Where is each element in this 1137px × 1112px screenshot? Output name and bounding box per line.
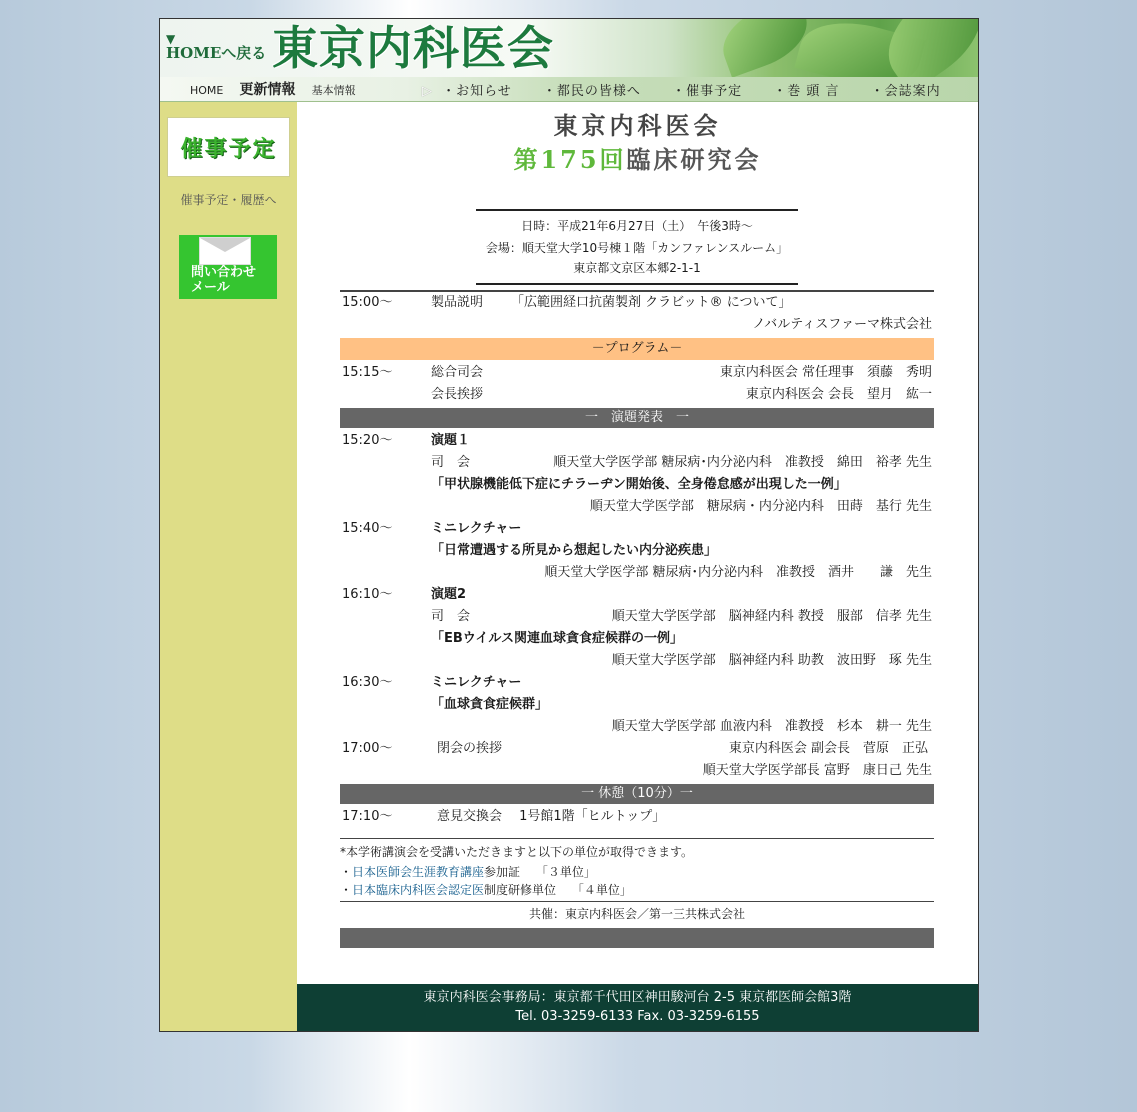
credit-text: 参加証 「３単位」 <box>484 865 596 879</box>
nav-item-events[interactable]: ・催事予定 <box>672 84 743 99</box>
schedule-time: 17:10〜 <box>342 809 393 824</box>
schedule-time: 15:00〜 <box>342 295 393 310</box>
schedule-time: 16:30〜 <box>342 675 393 690</box>
contact-mail-button[interactable] <box>179 235 277 299</box>
schedule-time: 15:40〜 <box>342 521 393 536</box>
event-organization: 東京内科医会 <box>553 111 722 140</box>
home-back-link[interactable] <box>166 33 266 61</box>
home-back-label: HOMEへ戻る <box>166 44 267 62</box>
nav-home[interactable]: HOME <box>190 84 224 97</box>
events-history-link[interactable]: 催事予定・履歴へ <box>180 193 277 207</box>
footer-contact: Tel. 03-3259-6133 Fax. 03-3259-6155 <box>515 1009 760 1024</box>
nav-item-foreword[interactable]: ・巻 頭 言 <box>773 84 840 99</box>
schedule-label: 総合司会 <box>431 365 484 380</box>
presenter-name: 順天堂大学医学部 糖尿病･内分泌内科 准教授 酒井 謙 先生 <box>544 565 932 580</box>
closing-name: 順天堂大学医学部長 富野 康日己 先生 <box>702 763 932 778</box>
presenter-name: 順天堂大学医学部 脳神経内科 助教 波田野 琢 先生 <box>611 653 932 668</box>
arrow-right-icon: ▷ <box>422 84 433 99</box>
nav-basic[interactable]: 基本情報 <box>311 84 356 97</box>
bullet: ・ <box>340 883 353 897</box>
credits-intro: *本学術講演会を受講いただきますと以下の単位が取得できます。 <box>340 845 694 859</box>
credit-item <box>340 881 934 899</box>
schedule-label: 演題2 <box>431 587 467 602</box>
event-address: 東京都文京区本郷2-1-1 <box>573 261 701 275</box>
chair-name: 順天堂大学医学部 糖尿病･内分泌内科 准教授 綿田 裕孝 先生 <box>553 455 932 470</box>
event-name: 臨床研究会 <box>626 145 762 174</box>
credit-link[interactable]: 日本医師会生涯教育講座 <box>352 865 485 879</box>
schedule-time: 16:10〜 <box>342 587 393 602</box>
presenter-name: 順天堂大学医学部 血液内科 准教授 杉本 耕一 先生 <box>611 719 932 734</box>
break-header: 一 休憩（10分）一 <box>340 784 934 804</box>
schedule-label: 演題１ <box>431 433 471 448</box>
header-banner <box>160 19 978 77</box>
presentation-title: 「甲状腺機能低下症にチラーヂン開始後、全身倦怠感が出現した一例」 <box>431 477 847 492</box>
closing-name: 東京内科医会 副会長 菅原 正弘 <box>728 741 928 756</box>
event-number-suffix: 回 <box>599 145 627 174</box>
schedule-time: 15:15〜 <box>342 365 393 380</box>
schedule-time: 17:00〜 <box>342 741 393 756</box>
credit-text: 制度研修単位 「４単位」 <box>484 883 632 897</box>
presenter-name: 順天堂大学医学部 糖尿病・内分泌内科 田蒔 基行 先生 <box>589 499 932 514</box>
chair-label: 司 会 <box>431 455 471 470</box>
triangle-down-icon: ▼ <box>166 32 176 46</box>
footer <box>297 984 978 1031</box>
event-info-box <box>476 209 798 285</box>
schedule-label: 会長挨拶 <box>431 387 484 402</box>
sidebar <box>160 102 297 1031</box>
product-title: 「広範囲経口抗菌製剤 クラビット® について」 <box>511 295 792 310</box>
nav-item-citizens[interactable]: ・都民の皆様へ <box>542 84 641 99</box>
schedule-label: ミニレクチャー <box>431 521 522 536</box>
site-title: 東京内科医会 <box>272 21 554 75</box>
nav-bar <box>160 77 978 102</box>
mail-label-line1: 問い合わせ <box>191 265 257 280</box>
schedule-label: 製品説明 <box>431 295 484 310</box>
credit-item <box>340 863 934 881</box>
sponsor: 共催：東京内科医会／第一三共株式会社 <box>528 907 745 921</box>
events-badge <box>167 117 290 177</box>
chair-name: 順天堂大学医学部 脳神経内科 教授 服部 信孝 先生 <box>611 609 932 624</box>
main-content <box>297 102 978 1031</box>
presentations-header: 一 演題発表 一 <box>340 408 934 428</box>
event-number: 175 <box>540 145 600 174</box>
events-badge-label: 催事予定 <box>180 137 277 162</box>
schedule <box>340 290 934 948</box>
envelope-icon <box>199 237 251 265</box>
event-title <box>297 140 978 175</box>
schedule-time: 15:20〜 <box>342 433 393 448</box>
bullet: ・ <box>340 865 353 879</box>
credit-link[interactable]: 日本臨床内科医会認定医 <box>352 883 485 897</box>
product-company: ノバルティスファーマ株式会社 <box>752 317 932 332</box>
presentation-title: 「日常遭遇する所見から想起したい内分泌疾患」 <box>431 543 718 558</box>
chair-label: 司 会 <box>431 609 471 624</box>
nav-item-journal[interactable]: ・会誌案内 <box>870 84 941 99</box>
schedule-label: ミニレクチャー <box>431 675 522 690</box>
greeting-name: 東京内科医会 会長 望月 紘一 <box>745 387 932 402</box>
footer-address: 東京内科医会事務局：東京都千代田区神田駿河台 2-5 東京都医師会館3階 <box>423 990 852 1005</box>
mail-label-line2: メール <box>191 280 230 295</box>
event-date: 日時：平成21年6月27日（土） 午後3時〜 <box>521 219 753 233</box>
event-number-prefix: 第 <box>513 145 541 174</box>
host-name: 東京内科医会 常任理事 須藤 秀明 <box>719 365 932 380</box>
schedule-label: 閉会の挨拶 <box>437 741 503 756</box>
page-frame <box>159 18 979 1032</box>
presentation-title: 「血球貪食症候群」 <box>431 697 549 712</box>
schedule-label: 意見交換会 1号館1階「ヒルトップ」 <box>437 809 666 824</box>
program-header: －プログラム－ <box>340 338 934 360</box>
nav-update[interactable]: 更新情報 <box>239 82 296 98</box>
event-venue: 会場：順天堂大学10号棟１階「カンファレンスルーム」 <box>485 241 789 255</box>
presentation-title: 「EBウイルス関連血球貪食症候群の一例」 <box>431 631 684 646</box>
bottom-divider-bar <box>340 928 934 948</box>
nav-item-news[interactable]: ・お知らせ <box>442 84 512 99</box>
